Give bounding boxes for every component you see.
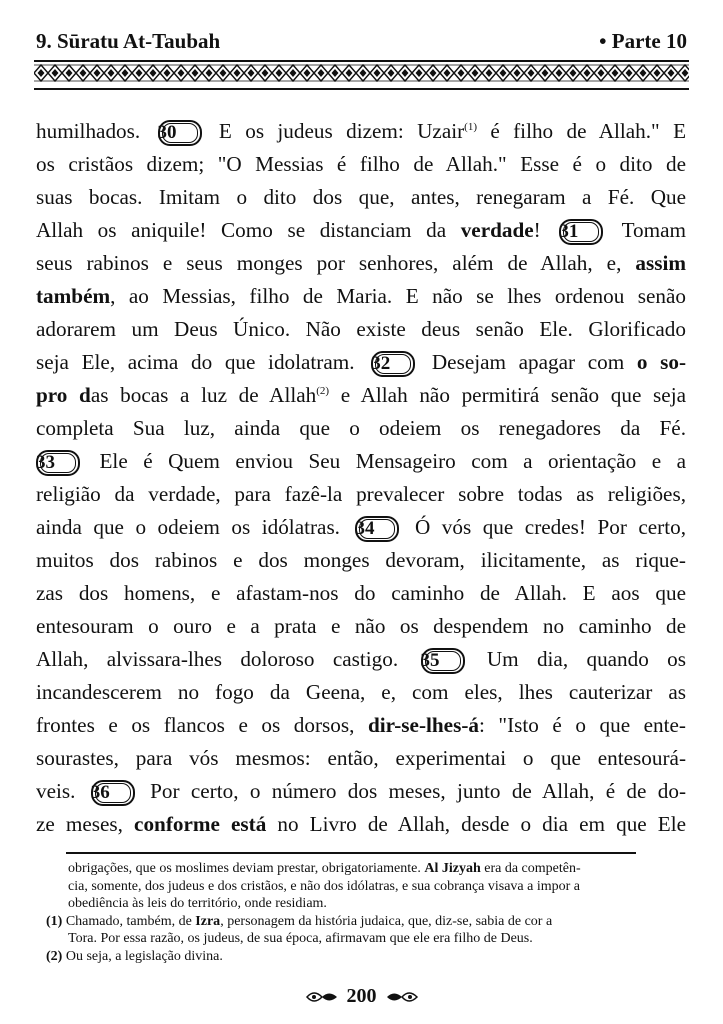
text-line: completa Sua luz, ainda que o odeiem os renegadores da Fé. bbox=[36, 416, 686, 440]
text-line: veis. 36 Por certo, o número dos meses, junto de Allah, é de do- bbox=[36, 775, 686, 808]
footnote-continuation: cia, somente, dos judeus e dos cristãos, e não dos idólatras, e sua cobrança visava a impor a bbox=[68, 878, 581, 894]
text-line: religião da verdade, para fazê-la prevalecer sobre todas as religiões, bbox=[36, 482, 686, 506]
part-label: • Parte 10 bbox=[599, 28, 687, 53]
text-line: os cristãos dizem; "O Messias é filho de Allah." Esse é o dito de bbox=[36, 152, 686, 176]
text-line: seus rabinos e seus monges por senhores, além de Allah, e, assim bbox=[36, 251, 686, 275]
text-line: zas dos homens, e afastam-nos do caminho de Allah. E aos que bbox=[36, 581, 686, 605]
footnote-2: (2) Ou seja, a legislação divina. bbox=[46, 948, 223, 964]
text-line: 33 Ele é Quem enviou Seu Mensageiro com a orientação e a bbox=[36, 445, 686, 478]
text-line: entesouram o ouro e a prata e não os despendem no caminho de bbox=[36, 614, 686, 638]
text-line: humilhados. 30 E os judeus dizem: Uzair$^{(1)}$ é filho de Allah." E bbox=[36, 115, 686, 148]
page-footer bbox=[0, 985, 723, 1008]
ayah-marker-33: 33 bbox=[36, 450, 80, 476]
footnote-continuation: obrigações, que os moslimes deviam prestar, obrigatoriamente. Al Jizyah era da competên- bbox=[68, 861, 581, 876]
text-line: muitos dos rabinos e dos monges devoram, ilicitamente, as rique- bbox=[36, 548, 686, 572]
running-header bbox=[36, 26, 687, 56]
ayah-marker-30: 30 bbox=[158, 120, 202, 146]
text-line: frontes e os flancos e os dorsos, dir-se-lhes-á: "Isto é o que ente- bbox=[36, 713, 686, 737]
text-line: ainda que o odeiem os idólatras. 34 Ó vós que credes! Por certo, bbox=[36, 511, 686, 544]
footnotes bbox=[46, 860, 686, 965]
text-line: suas bocas. Imitam o dito dos que, antes, renegaram a Fé. Que bbox=[36, 185, 686, 209]
ornament-pattern bbox=[34, 62, 689, 84]
ayah-marker-35: 35 bbox=[421, 648, 465, 674]
text-line: sourastes, para vós mesmos: então, experimentai o que entesourá- bbox=[36, 746, 686, 770]
footnote-divider bbox=[66, 852, 636, 854]
right-ornament-icon bbox=[385, 989, 419, 1005]
surah-title: 9. Sūratu At-Taubah bbox=[36, 28, 221, 53]
text-line: Allah os aniquile! Como se distanciam da verdade! 31 Tomam bbox=[36, 214, 686, 247]
footnote-ref: (1) bbox=[464, 120, 477, 133]
text-line: pro das bocas a luz de Allah$^{(2)}$ e Allah não permitirá senão que seja bbox=[36, 383, 686, 407]
ayah-marker-32: 32 bbox=[371, 351, 415, 377]
footnote-1-continuation: Tora. Por essa razão, os judeus, de sua época, afirmavam que ele era filho de Deus. bbox=[68, 931, 533, 946]
text-line: seja Ele, acima do que idolatram. 32 Desejam apagar com o so- bbox=[36, 346, 686, 379]
ayah-marker-36: 36 bbox=[91, 780, 135, 806]
verse-text bbox=[36, 115, 686, 841]
text-line: ze meses, conforme está no Livro de Allah, desde o dia em que Ele bbox=[36, 812, 686, 836]
decorative-border bbox=[34, 60, 689, 90]
left-ornament-icon bbox=[305, 989, 339, 1005]
text-line: também, ao Messias, filho de Maria. E não se lhes ordenou senão bbox=[36, 284, 686, 308]
text-line: Allah, alvissara-lhes doloroso castigo. 35 Um dia, quando os bbox=[36, 643, 686, 676]
footnote-continuation: obediência às leis do território, onde residiam. bbox=[68, 896, 327, 911]
ayah-marker-31: 31 bbox=[559, 219, 603, 245]
text-line: adorarem um Deus Único. Não existe deus senão Ele. Glorificado bbox=[36, 317, 686, 341]
footnote-1: (1) Chamado, também, de Izra, personagem da história judaica, que, diz-se, sabia de cor a bbox=[46, 913, 553, 929]
ayah-marker-34: 34 bbox=[355, 516, 399, 542]
page-number: 200 bbox=[346, 985, 377, 1007]
text-line: incandescerem no fogo da Geena, e, com eles, lhes cauterizar as bbox=[36, 680, 686, 704]
footnote-ref: (2) bbox=[316, 384, 330, 397]
